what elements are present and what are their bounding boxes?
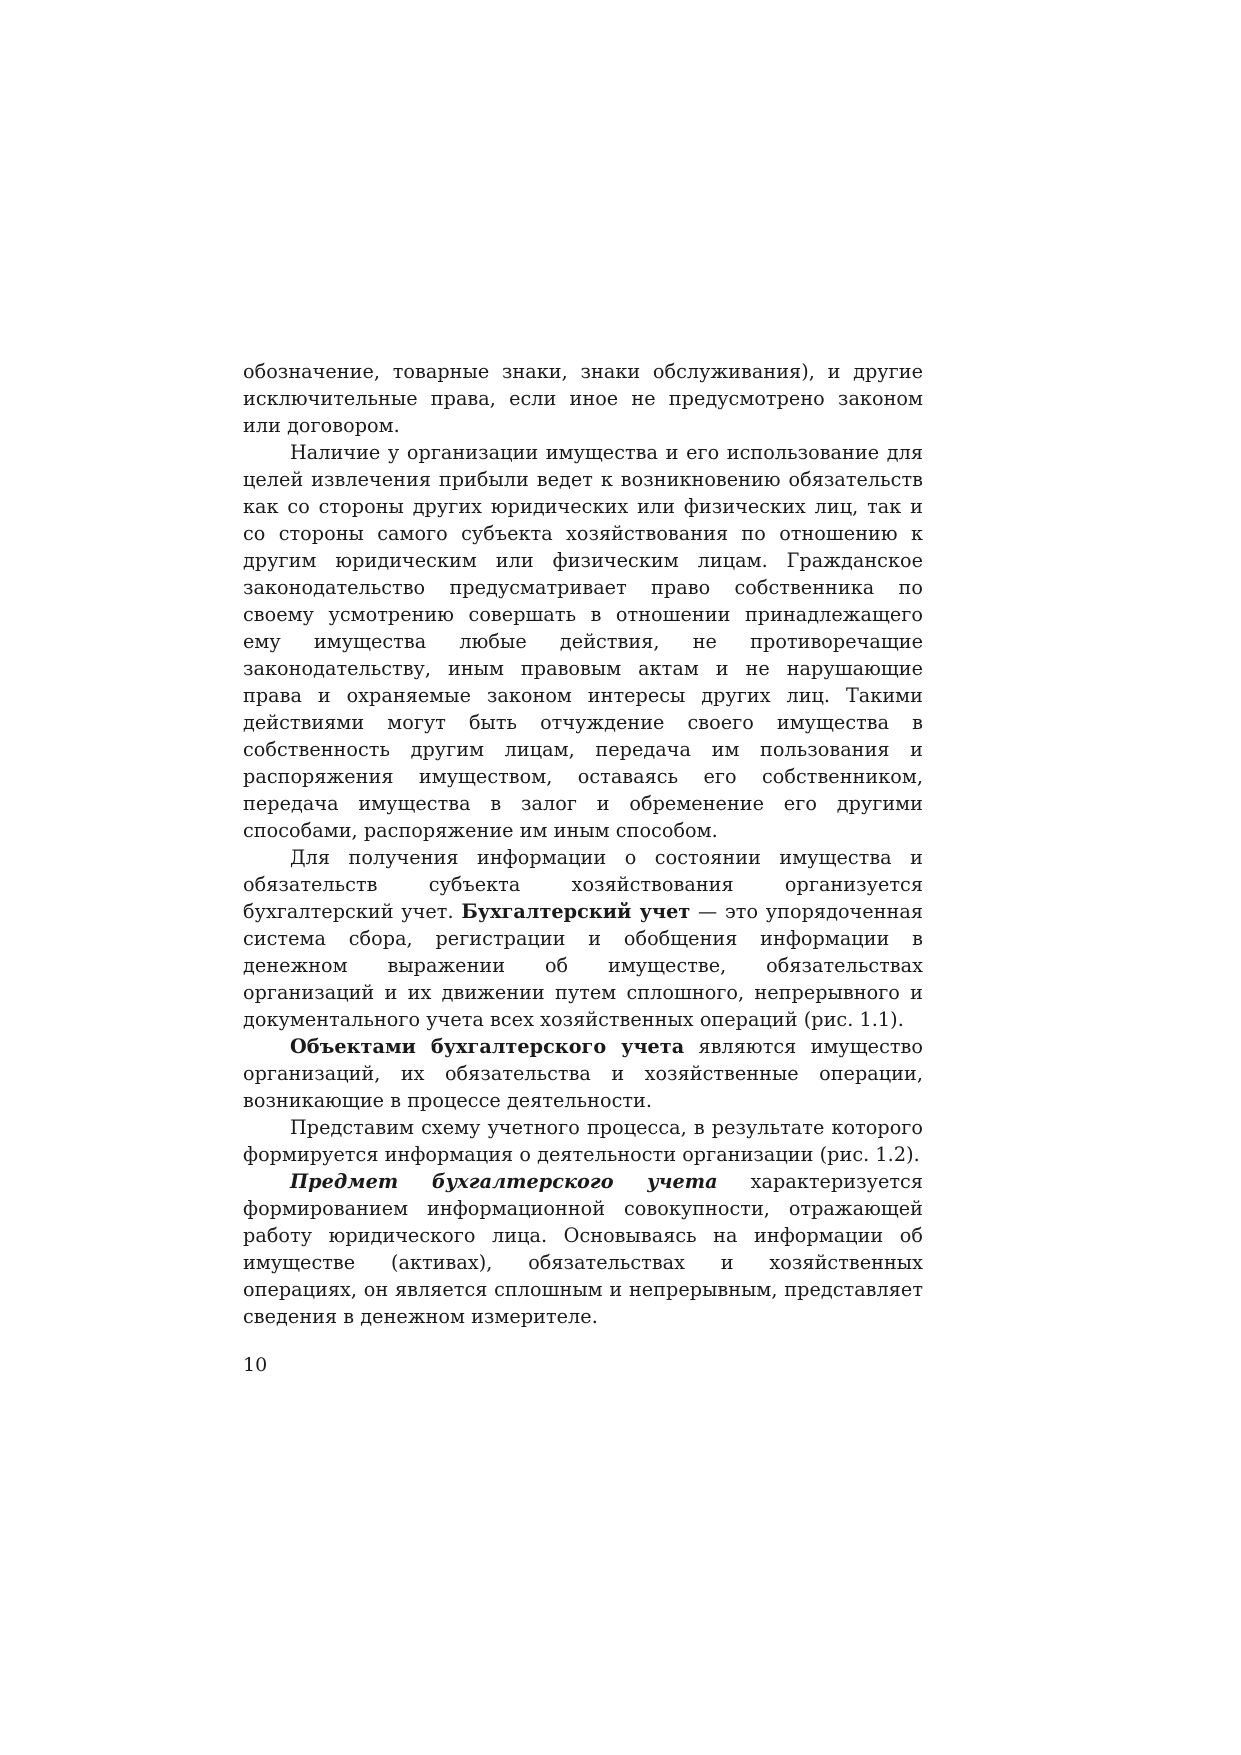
paragraph-4 (243, 1033, 923, 1114)
term-accounting: Бухгалтерский учет (461, 900, 691, 923)
paragraph-2: Наличие у организации имущества и его использование для целей извлечения прибыли ведет к возникновению обязательств как со стороны других юридических или физических лиц, так и со стороны самого субъекта хозяйствования по отношению к другим юридическим или физическим лицам. Гражданское законодательство предусматривает право собственника по своему усмотрению совершать в отношении принадлежащего ему имущества любые действия, не противоречащие законодательству, иным правовым актам и не нарушающие права и охраняемые законом интересы других лиц. Такими действиями могут быть отчуждение своего имущества в собственность другим лицам, передача им пользования и распоряжения имуществом, оставаясь его собственником, передача имущества в залог и обременение его другими способами, распоряжение им иным способом. (243, 441, 923, 842)
paragraph-6-rest: характеризуется формированием информационной совокупности, отражающей работу юридического лица. Основываясь на информации об имуществе (активах), обязательствах и хозяйственных операциях, он является сплошным и непрерывным, представляет сведения в денежном измерителе. (243, 1170, 923, 1328)
paragraph-6 (243, 1168, 923, 1330)
paragraph-3 (243, 844, 923, 1033)
page-number: 10 (243, 1354, 268, 1376)
paragraph-5: Представим схему учетного процесса, в результате которого формируется информация о деятельности организации (рис. 1.2). (243, 1116, 923, 1166)
paragraph-3-rest: — это упорядоченная система сбора, регистрации и обобщения информации в денежном выражении об имуществе, обязательствах организаций и их движении путем сплошного, непрерывного и документального учета всех хозяйственных операций (рис. 1.1). (243, 900, 924, 1031)
paragraph-1: обозначение, товарные знаки, знаки обслуживания), и другие исключительные права, если иное не предусмотрено законом или договором. (243, 360, 923, 437)
body-text (243, 358, 923, 1330)
term-accounting-subject: Предмет бухгалтерского учета (290, 1170, 718, 1193)
paragraph-4-rest: являются имущество организаций, их обязательства и хозяйственные операции, возникающие в процессе деятельности. (243, 1035, 923, 1112)
term-accounting-objects: Объектами бухгалтерского учета (290, 1035, 685, 1058)
paragraph-3-start: Для получения информации о состоянии имущества и обязательств субъекта хозяйствования организуется бухгалтерский учет. (243, 846, 923, 923)
